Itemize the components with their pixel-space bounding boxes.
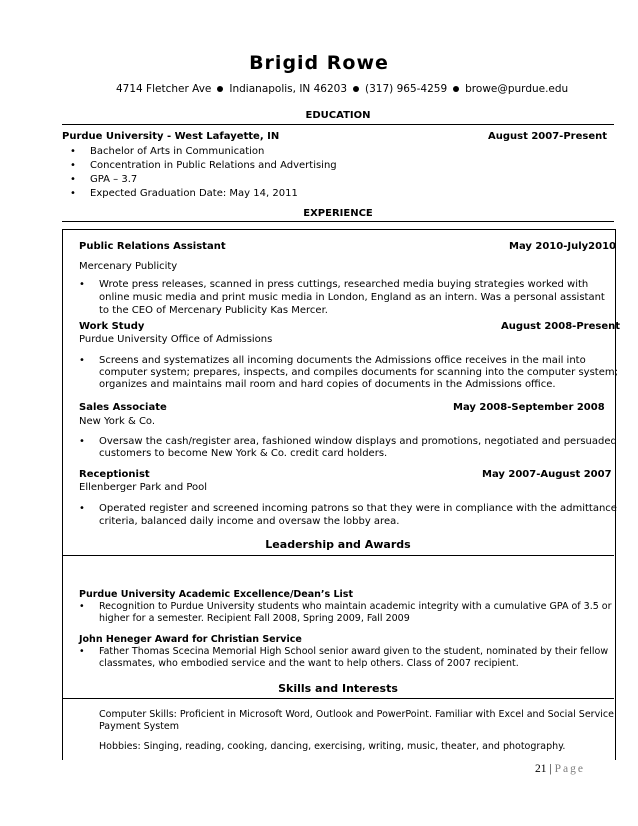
job-organization: Mercenary Publicity [79,261,178,272]
list-item: • Father Thomas Scecina Memorial High School senior award given to the student, nominated by their fellow [79,646,609,657]
job-title: Receptionist [79,469,150,480]
leadership-heading: Leadership and Awards [265,538,411,551]
contact-line [116,83,568,95]
list-item-continuation: online music media and print music media in London, England as an intern. Was a personal assistant [99,292,605,303]
list-item: • Bachelor of Arts in Communication [70,146,265,157]
job-title: Public Relations Assistant [79,241,226,252]
list-item: • Recognition to Purdue University students who maintain academic integrity with a cumulative GPA of 3.5 or [79,601,612,612]
email: browe@purdue.edu [465,83,569,95]
address: 4714 Fletcher Ave [116,83,212,95]
education-heading: EDUCATION [305,110,371,121]
list-item: • Screens and systematizes all incoming documents the Admissions office receives in the mail into [79,355,586,366]
list-item: • Expected Graduation Date: May 14, 2011 [70,188,298,199]
experience-heading: EXPERIENCE [303,208,373,219]
page-label: Page [554,763,585,775]
computer-skills-continuation: Payment System [99,721,180,732]
city: Indianapolis, IN 46203 [229,83,348,95]
list-item: • GPA – 3.7 [70,174,138,185]
job-dates: May 2010-July2010 [509,241,616,252]
section-divider [62,698,614,699]
job-organization: New York & Co. [79,416,156,427]
award-title: Purdue University Academic Excellence/Dean’s List [79,589,353,600]
page-footer [535,763,585,775]
page-number: 21 [535,763,547,775]
job-dates: August 2008-Present [501,321,621,332]
resume-name: Brigid Rowe [249,52,389,74]
job-dates: May 2008-September 2008 [453,402,605,413]
computer-skills: Computer Skills: Proficient in Microsoft Word, Outlook and PowerPoint. Familiar with Excel and Social Service [99,709,614,720]
list-item-continuation: higher for a semester. Recipient Fall 2008, Spring 2009, Fall 2009 [99,613,410,624]
job-dates: May 2007-August 2007 [482,469,612,480]
list-item-continuation: to the CEO of Mercenary Publicity Kas Mercer. [99,305,328,316]
job-organization: Purdue University Office of Admissions [79,334,273,345]
award-title: John Heneger Award for Christian Service [79,634,302,645]
bullet-dot-icon [217,86,223,92]
list-item: • Wrote press releases, scanned in press cuttings, researched media buying strategies worked with [79,279,589,290]
list-item: • Concentration in Public Relations and Advertising [70,160,337,171]
phone: (317) 965-4259 [365,83,448,95]
list-item-continuation: classmates, who embodied service and the want to help others. Class of 2007 recipient. [99,658,519,669]
page-separator: | [549,763,552,775]
list-item-continuation: organizes and maintains mail room and hard copies of documents in the Admissions office. [99,379,556,390]
hobbies: Hobbies: Singing, reading, cooking, dancing, exercising, writing, music, theater, and photography. [99,741,566,752]
section-divider [62,555,614,556]
job-title: Work Study [79,321,145,332]
list-item-continuation: computer system; prepares, inspects, and compiles documents for scanning into the computer system; [99,367,618,378]
education-school: Purdue University - West Lafayette, IN [62,131,280,142]
list-item-continuation: customers to become New York & Co. credit card holders. [99,448,388,459]
skills-heading: Skills and Interests [278,682,398,695]
list-item-continuation: criteria, balanced daily income and oversaw the lobby area. [99,516,400,527]
list-item: • Operated register and screened incoming patrons so that they were in compliance with the admittance [79,503,617,514]
bullet-dot-icon [353,86,359,92]
job-title: Sales Associate [79,402,167,413]
bullet-dot-icon [453,86,459,92]
section-divider [62,221,614,222]
education-dates: August 2007-Present [488,131,608,142]
job-organization: Ellenberger Park and Pool [79,482,208,493]
section-divider [62,124,614,125]
list-item: • Oversaw the cash/register area, fashioned window displays and promotions, negotiated and persuaded [79,436,617,447]
